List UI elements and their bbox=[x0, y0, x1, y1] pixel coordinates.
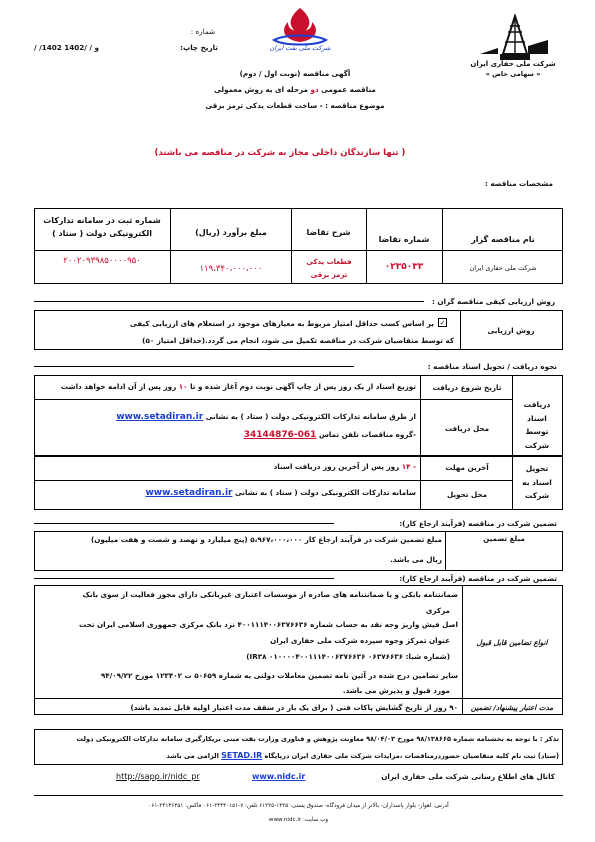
cell-estimate: ۱۱۹،۳۴۰،۰۰۰،۰۰۰ bbox=[199, 264, 263, 274]
evaluation-checkbox-icon: ✓ bbox=[439, 319, 446, 327]
col-header-setad-no: شماره ثبت در سامانه تدارکات الکترونیکی دولت ( ستاد ) bbox=[43, 216, 161, 238]
nioc-logo bbox=[260, 6, 340, 58]
nidc-logo bbox=[470, 14, 556, 82]
evaluation-heading: روش ارزیابی کیفی مناقصه گران : bbox=[431, 297, 555, 306]
notice-title-line1: آگهی مناقصه (نوبت اول / دوم) bbox=[239, 69, 351, 78]
nioc-caption: شرکت ملی نفت ایران bbox=[269, 44, 331, 52]
evaluation-label: روش ارزیابی bbox=[487, 326, 535, 335]
deadline-desc: روز پس از آخرین روز دریافت اسناد bbox=[273, 462, 400, 471]
setad-link[interactable]: www.setadiran.ir bbox=[116, 412, 204, 422]
guarantee-amount-text2: ریال می باشد. bbox=[390, 555, 442, 564]
footer-note-line1: تذکر : با توجه به بخشنامه شماره ۹۸/۱۳۸۶۶۵ مورخ ۹۸/۰۴/۰۳ معاونت پژوهش و فناوری وزارت نفت مبنی برپکارگیری سامانه تدارکات الکترونیکی دولت bbox=[76, 735, 559, 743]
tender-type: مناقصه عمومی bbox=[321, 85, 376, 94]
col-header-estimate: مبلغ برآورد (ریال) bbox=[195, 228, 267, 237]
accepted-item3 bbox=[40, 671, 458, 695]
cell-request-no: ۰۲۳۵۰۳۳ bbox=[384, 262, 424, 272]
receive-place-label: محل دریافت bbox=[444, 424, 490, 433]
company-type: « سهامی خاص » bbox=[485, 70, 541, 78]
tender-subject: موضوع مناقصه : - ساخت قطعات یدکی ترمز برقی bbox=[205, 101, 385, 110]
soroush-channel-link[interactable]: http://sapp.ir/nidc_pr bbox=[116, 772, 200, 781]
notice-title-line2 bbox=[190, 85, 400, 94]
validity-text: ۹۰ روز از تاریخ گشایش پاکات فنی ( برای یک بار در سقف مدت اعتبار اولیه قابل تمدید باشد) bbox=[130, 703, 458, 712]
deliver-place-label: محل تحویل bbox=[446, 490, 488, 499]
accepted-item2 bbox=[40, 620, 458, 661]
evaluation-text-line2: که توسط متقاضیان شرکت در مناقصه تکمیل می شود، انجام می گردد.(حداقل امتیاز ۵۰) bbox=[142, 336, 454, 345]
print-date-value: / /1402 و / /1402 bbox=[34, 43, 100, 52]
start-date-text-pre: توزیع اسناد از یک روز پس از چاپ آگهی نوبت دوم آغاز شده و تا bbox=[190, 382, 416, 391]
start-date-days: ۱۰ bbox=[178, 382, 188, 391]
address-line2: وب سایت: www.nidc.ir bbox=[268, 817, 329, 823]
accepted-item3-line2: مورد قبول و پذیرش می باشد. bbox=[342, 686, 450, 695]
number-label: شماره : bbox=[190, 27, 215, 36]
spec-heading: مشخصات مناقصه : bbox=[484, 179, 553, 188]
drilling-rig-icon bbox=[470, 14, 556, 64]
address-line1: آدرس: اهواز- بلوار پاسداران- بالاتر از میدان فرودگاه- صندوق پستی: ۱۴۳۵-۶۱۳۳۵ تلفن: ۷-۳۴۴۴۰۱۵۱-۰۶۱ فاکس: ۳۴۱۴۶۴۵۱-۰۶۱ bbox=[148, 803, 449, 809]
receive-group-label: دریافت اسناد توسط شرکت bbox=[523, 400, 551, 450]
footer-note-line2-pre: (ستاد) ثبت نام کلیه متقاضیان حضوردرمناقصات ،مزایدات شرکت ملی حفاری ایران درپایگاه bbox=[264, 752, 559, 760]
guarantee-heading: تضمین شرکت در مناقصه (فرآیند ارجاع کار): bbox=[399, 519, 557, 528]
col-header-organizer: نام مناقصه گزار bbox=[471, 235, 535, 244]
cell-organizer: شرکت ملی حفاری ایران bbox=[469, 264, 537, 272]
accepted-item1 bbox=[40, 590, 458, 615]
phone-number: 061-34144876 bbox=[243, 430, 317, 440]
receive-place-desc: از طرق سامانه تدارکات الکترونیکی دولت ( ستاد ) به نشانی bbox=[205, 412, 416, 421]
accepted-item2-line2: عنوان تمرکز وجوه سپرده شرکت ملی حفاری ایران bbox=[270, 636, 450, 645]
start-date-text bbox=[38, 382, 416, 391]
accepted-item3-line1: سایر تضامین درج شده در آئین نامه تضمین معاملات دولتی به شماره ۵۰۶۵۹ ت ۱۲۳۴۰۲ مورخ ۹۴/۰۹/۲۲ bbox=[100, 671, 458, 680]
accepted-item1-line2: مرکزی bbox=[425, 606, 450, 615]
deliver-group-label: تحویل اسناد به شرکت bbox=[522, 464, 552, 500]
deliver-place-text bbox=[38, 488, 416, 499]
channels-label: کانال های اطلاع رسانی شرکت ملی حفاری ایران bbox=[381, 772, 555, 781]
accepted-heading: تضمین شرکت در مناقصه (فرآیند ارجاع کار): bbox=[399, 574, 557, 583]
footer-note-line2-post: الزامی می باشد bbox=[166, 752, 219, 760]
domestic-only-notice: ( تنها سازندگان داخلی مجاز به شرکت در مناقصه می باشند) bbox=[154, 148, 406, 158]
setad-footer-link[interactable]: SETAD.IR bbox=[221, 751, 263, 760]
accepted-item1-line1: ضمانتنامه بانکی و یا ضمانتنامه های صادره از موسسات اعتباری غیربانکی دارای مجوز فعالیت از سوی بانک bbox=[82, 590, 458, 599]
flame-icon bbox=[260, 6, 340, 46]
phone-label: -گروه مناقصات تلفن تماس bbox=[318, 430, 416, 439]
validity-label: مدت اعتبار پیشنهاد/ تضمین bbox=[470, 703, 554, 712]
deliver-place-desc: سامانه تدارکات الکترونیکی دولت ( ستاد ) به نشانی bbox=[234, 488, 416, 497]
deadline-days: - ۱۴ bbox=[401, 462, 416, 471]
docs-heading: نحوه دریافت / تحویل اسناد مناقصه : bbox=[427, 362, 557, 371]
receive-place-text bbox=[38, 412, 416, 423]
nidc-website-link[interactable]: www.nidc.ir bbox=[252, 772, 306, 781]
tender-method: مرحله ای به روش معمولی bbox=[214, 85, 308, 94]
cell-description: قطعات یدکی ترمز برقی bbox=[306, 258, 352, 279]
col-header-description: شرح تقاضا bbox=[306, 228, 351, 237]
deadline-text bbox=[38, 462, 416, 471]
setad-delivery-link[interactable]: www.setadiran.ir bbox=[145, 488, 233, 498]
col-header-request-no: شماره تقاضا bbox=[378, 235, 430, 244]
footer-note-line2 bbox=[38, 751, 559, 761]
accepted-item2-line3: (شماره شبا: ۰۶۳۷۶۶۳۶ ۰۱۰۰۰۰۴۰۰۱۱۱۴۰۰۶۳۷۶۶۳۶ IR۳۸) bbox=[246, 652, 450, 661]
phone-text bbox=[38, 430, 416, 441]
start-date-label: تاریخ شروع دریافت bbox=[432, 383, 502, 392]
start-date-text-post: روز پس از آن ادامه خواهد داشت bbox=[60, 382, 177, 391]
print-date-label: تاریخ چاپ: bbox=[180, 43, 218, 52]
accepted-item2-line1: اصل فیش واریز وجه نقد به حساب شماره ۴۰۰۱۱۱۴۰۰۶۳۷۶۶۳۶ نزد بانک مرکزی جمهوری اسلامی ایران تحت bbox=[79, 620, 458, 629]
deadline-label: آخرین مهلت bbox=[445, 463, 489, 472]
accepted-label: انواع تضامین قابل قبول bbox=[476, 638, 548, 647]
evaluation-text-line1: بر اساس کسب حداقل امتیاز مربوط به معیارهای موجود در استعلام های ارزیابی کیفی bbox=[129, 319, 434, 328]
company-name: شرکت ملی حفاری ایران bbox=[470, 60, 556, 68]
tender-stage-count: دو bbox=[310, 85, 319, 94]
guarantee-amount-label: مبلغ تضمین bbox=[483, 534, 525, 543]
guarantee-amount-text1: مبلغ تضمین شرکت در فرآیند ارجاع کار ۵،۹۶۷،۰۰۰،۰۰۰ (پنج میلیارد و نهصد و شصت و هفت میلیون) bbox=[91, 535, 442, 544]
cell-setad-no: ۲۰۰۲۰۹۳۹۸۵۰۰۰۰۹۵۰ bbox=[63, 256, 141, 266]
